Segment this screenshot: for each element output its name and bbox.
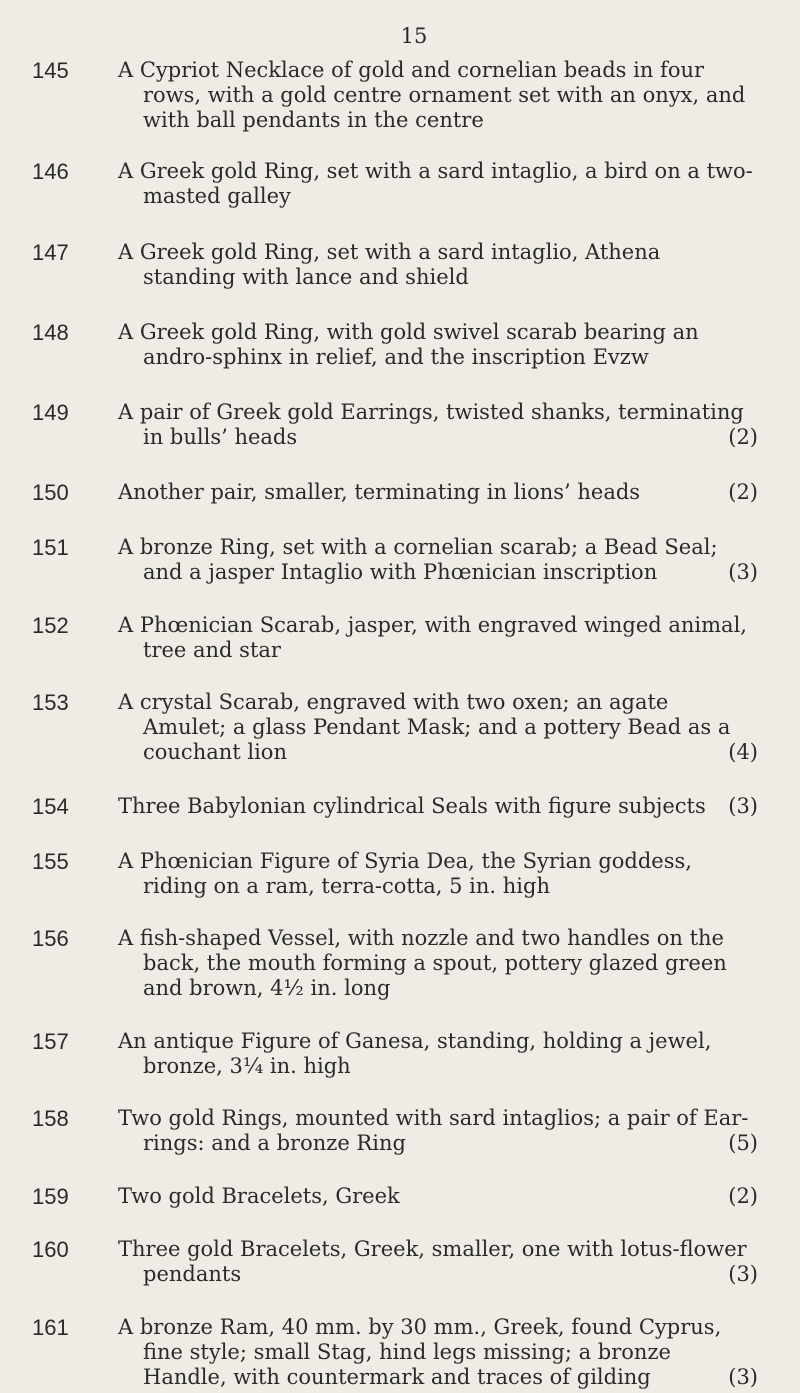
lot-description: A Greek gold Ring, with gold swivel scarab bearing an andro-sphinx in relief, and the inscription Evzw xyxy=(118,320,699,369)
lot-description: A Phœnician Scarab, jasper, with engraved winged animal, tree and star xyxy=(118,613,747,662)
lot-description: Three Babylonian cylindrical Seals with figure subjects xyxy=(118,794,706,818)
page-number: 15 xyxy=(400,24,428,48)
lot-number: 150 xyxy=(32,480,69,505)
lot-list xyxy=(0,58,800,1393)
lot-number: 157 xyxy=(32,1029,69,1054)
lot-entry xyxy=(0,690,800,794)
lot-number: 155 xyxy=(32,849,69,874)
lot-number: 146 xyxy=(32,159,69,184)
lot-description: A Cypriot Necklace of gold and cornelian beads in four rows, with a gold centre ornament set with an onyx, and with ball pendants in the centre xyxy=(118,58,746,132)
lot-quantity: (2) xyxy=(728,480,758,504)
lot-entry xyxy=(0,1237,800,1315)
lot-entry xyxy=(0,320,800,400)
lot-description: A bronze Ram, 40 mm. by 30 mm., Greek, found Cyprus, fine style; small Stag, hind legs missing; a bronze Handle, with countermark and traces of gilding xyxy=(118,1315,722,1389)
lot-quantity: (3) xyxy=(728,560,758,584)
lot-number: 158 xyxy=(32,1106,69,1131)
lot-entry xyxy=(0,1029,800,1106)
lot-number: 147 xyxy=(32,240,69,265)
lot-entry xyxy=(0,794,800,849)
lot-quantity: (2) xyxy=(728,1184,758,1208)
lot-quantity: (3) xyxy=(728,1262,758,1286)
lot-entry xyxy=(0,1184,800,1237)
lot-entry xyxy=(0,480,800,535)
lot-entry xyxy=(0,58,800,159)
lot-number: 148 xyxy=(32,320,69,345)
lot-number: 160 xyxy=(32,1237,69,1262)
lot-entry xyxy=(0,926,800,1029)
lot-description: A bronze Ring, set with a cornelian scarab; a Bead Seal; and a jasper Intaglio with Phœnician inscription xyxy=(118,535,718,584)
lot-number: 149 xyxy=(32,400,69,425)
lot-quantity: (4) xyxy=(728,740,758,764)
lot-description: A Phœnician Figure of Syria Dea, the Syrian goddess, riding on a ram, terra-cotta, 5 in. high xyxy=(118,849,692,898)
lot-description: A Greek gold Ring, set with a sard intaglio, a bird on a two-masted galley xyxy=(118,159,753,208)
lot-entry xyxy=(0,535,800,613)
lot-number: 156 xyxy=(32,926,69,951)
lot-entry xyxy=(0,613,800,690)
lot-description: A Greek gold Ring, set with a sard intaglio, Athena standing with lance and shield xyxy=(118,240,661,289)
lot-description: Three gold Bracelets, Greek, smaller, one with lotus-flower pendants xyxy=(118,1237,747,1286)
lot-quantity: (5) xyxy=(728,1131,758,1155)
lot-number: 159 xyxy=(32,1184,69,1209)
lot-quantity: (2) xyxy=(728,425,758,449)
lot-description: A fish-shaped Vessel, with nozzle and two handles on the back, the mouth forming a spout, pottery glazed green and brown, 4½ in. long xyxy=(118,926,727,1000)
lot-number: 152 xyxy=(32,613,69,638)
lot-description: Another pair, smaller, terminating in lions’ heads xyxy=(118,480,641,504)
lot-number: 154 xyxy=(32,794,69,819)
lot-entry xyxy=(0,400,800,480)
lot-description: Two gold Rings, mounted with sard intaglios; a pair of Ear-rings: and a bronze Ring xyxy=(118,1106,749,1155)
lot-description: An antique Figure of Ganesa, standing, holding a jewel, bronze, 3¼ in. high xyxy=(118,1029,712,1078)
lot-quantity: (3) xyxy=(728,1365,758,1389)
lot-description: Two gold Bracelets, Greek xyxy=(118,1184,400,1208)
lot-number: 145 xyxy=(32,58,69,83)
lot-description: A pair of Greek gold Earrings, twisted shanks, terminating in bulls’ heads xyxy=(118,400,744,449)
lot-entry xyxy=(0,1315,800,1393)
lot-entry xyxy=(0,159,800,240)
lot-number: 153 xyxy=(32,690,69,715)
lot-quantity: (3) xyxy=(728,794,758,818)
lot-number: 151 xyxy=(32,535,69,560)
lot-description: A crystal Scarab, engraved with two oxen; an agate Amulet; a glass Pendant Mask; and a pottery Bead as a couchant lion xyxy=(118,690,731,764)
lot-entry xyxy=(0,1106,800,1184)
lot-entry xyxy=(0,240,800,320)
lot-entry xyxy=(0,849,800,926)
lot-number: 161 xyxy=(32,1315,69,1340)
